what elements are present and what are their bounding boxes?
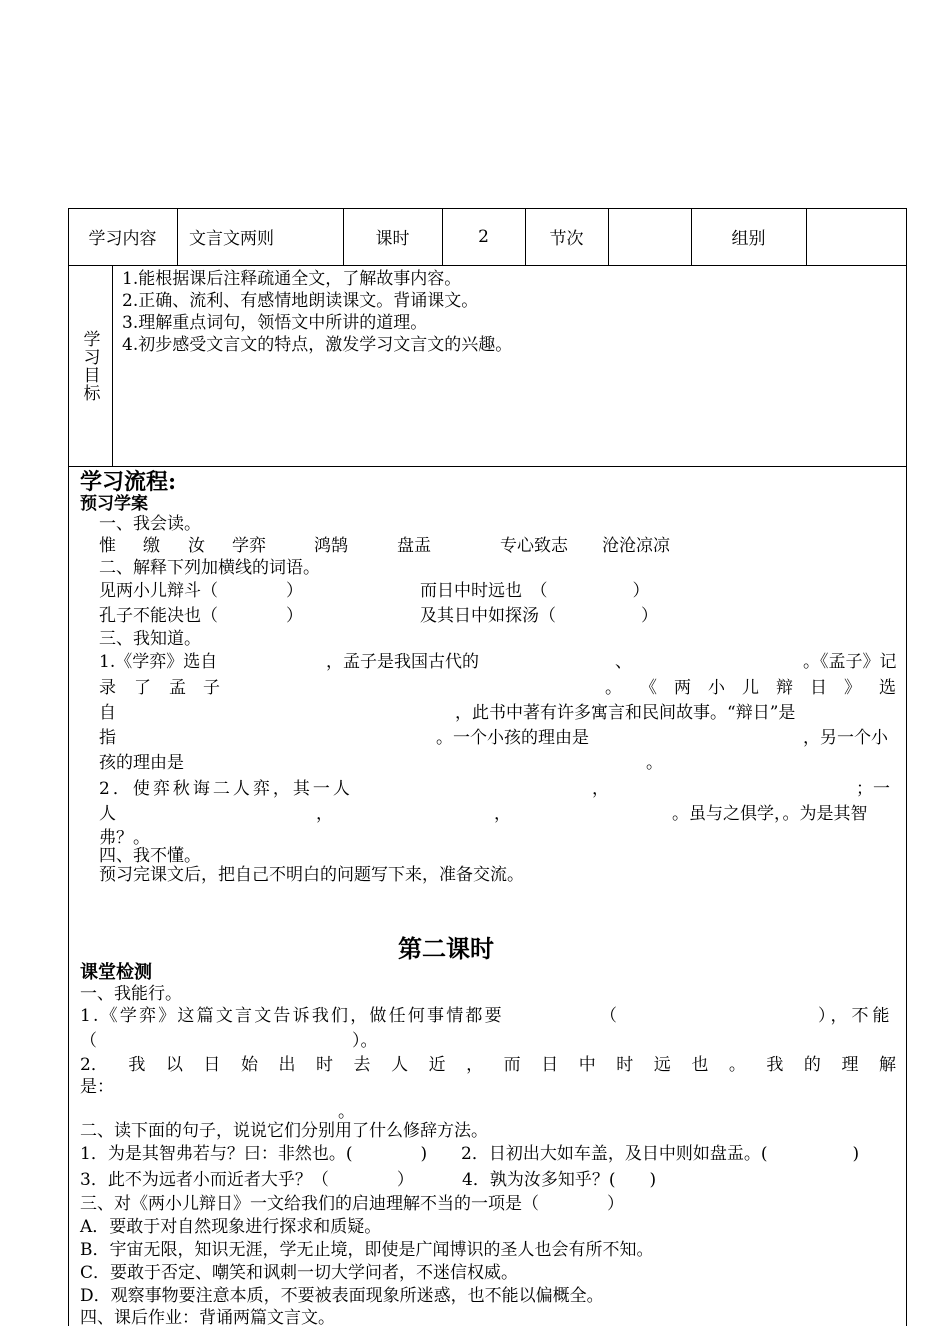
know-1-text: 孟 (169, 678, 186, 698)
q2-char: 我 (766, 1055, 784, 1075)
explain-item: 及其日中如探汤（ ） (420, 606, 658, 626)
read-word: 学弈 (232, 536, 266, 556)
objective-item: 1.能根据课后注释疏通全文，了解故事内容。 (122, 269, 462, 289)
q2-char: 日 (541, 1055, 559, 1075)
know-1-text: 自 (99, 703, 116, 723)
header-col-divider (177, 208, 178, 265)
read-word: 盘盂 (397, 536, 431, 556)
read-word: 缴 (143, 536, 160, 556)
know-1-text: 。一个小孩的理由是 (436, 728, 589, 748)
objective-item: 4.初步感受文言文的特点，激发学习文言文的兴趣。 (122, 335, 513, 355)
read-word: 鸿鹄 (314, 536, 348, 556)
read-word: 惟 (99, 536, 116, 556)
know-1-text: 、 (615, 652, 632, 672)
read-word: 沧沧凉凉 (602, 536, 670, 556)
q2-char: 近 (428, 1055, 446, 1075)
know-2-text: ， (494, 804, 511, 824)
know-1-text: 孩的理由是 (99, 753, 184, 773)
header-lesson-label: 课时 (375, 229, 410, 249)
know-1-text: 两 (674, 678, 691, 698)
know-1-text: 辩 (776, 678, 793, 698)
q2-char: 日 (203, 1055, 221, 1075)
flow-title: 学习流程: (80, 469, 177, 495)
explain-item: 孔子不能决也（ ） (99, 606, 303, 626)
q2-char: 远 (653, 1055, 671, 1075)
check-title: 课堂检测 (80, 962, 152, 983)
explain-item: 而日中时远也 （ ） (420, 581, 650, 601)
q2-char: 而 (503, 1055, 521, 1075)
q1-text: （ ）。 (80, 1031, 378, 1051)
section-can-do: 一、我能行。 (80, 984, 182, 1004)
q2-char: 理 (841, 1055, 859, 1075)
header-study-content-value: 文言文两则 (189, 229, 274, 249)
know-2-text: 人 (99, 804, 116, 824)
know-2-text: ；一 (856, 779, 890, 799)
q2-text: 是： (80, 1077, 114, 1097)
section-rhetoric: 二、读下面的句子，说说它们分别用了什么修辞方法。 (80, 1121, 488, 1141)
know-2-text: 2．使弈秋诲二人弈，其一人 (99, 779, 353, 799)
header-group-label: 组别 (731, 229, 766, 249)
know-2-text: ， (316, 804, 333, 824)
rhetoric-item: 1．为是其智弗若与？曰：非然也。( ) (80, 1144, 428, 1164)
know-1-text: 指 (99, 728, 116, 748)
section-dont-understand: 四、我不懂。 (99, 846, 201, 866)
know-1-text: 。 (646, 753, 663, 773)
header-group-value (806, 208, 907, 265)
know-1-text: 选 (879, 678, 896, 698)
choice-option-b: B．宇宙无限，知识无涯，学无止境，即使是广闻博识的圣人也会有所不知。 (80, 1240, 654, 1260)
know-2-text: 。虽与之俱学，。为是其智 (672, 804, 868, 824)
dont-understand-text: 预习完课文后，把自己不明白的问题写下来，准备交流。 (99, 865, 524, 885)
q2-char: 。 (728, 1055, 746, 1075)
homework-text: 四、课后作业：背诵两篇文言文。 (80, 1308, 335, 1328)
q2-char: 以 (165, 1055, 183, 1075)
rhetoric-item: 3．此不为远者小而近者大乎？（ ） (80, 1170, 414, 1190)
q2-char: 去 (353, 1055, 371, 1075)
q2-char: 我 (128, 1055, 146, 1075)
q2-char: 时 (616, 1055, 634, 1075)
objective-item: 3.理解重点词句，领悟文中所讲的道理。 (122, 313, 428, 333)
q2-char: 2． (80, 1055, 108, 1075)
q2-char: 出 (278, 1055, 296, 1075)
choice-option-d: D．观察事物要注意本质，不要被表面现象所迷惑，也不能以偏概全。 (80, 1286, 604, 1306)
know-2-text: 弗？。 (99, 828, 150, 848)
section-explain: 二、解释下列加横线的词语。 (99, 558, 320, 578)
objectives-label-cell (68, 265, 112, 466)
know-1-text: 《 (640, 678, 657, 698)
section-know: 三、我知道。 (99, 629, 201, 649)
know-2-text: ， (592, 779, 609, 799)
know-1-text: 了 (134, 678, 151, 698)
header-study-content-label: 学习内容 (88, 229, 157, 249)
q1-text: ），不能 (818, 1006, 894, 1026)
q2-text: 。 (338, 1102, 355, 1122)
know-1-text: 子 (203, 678, 220, 698)
objectives-col-divider (112, 265, 113, 466)
know-1-text: 》 (844, 678, 861, 698)
choice-option-c: C．要敢于否定、嘲笑和讽刺一切大学问者，不迷信权威。 (80, 1263, 519, 1283)
read-word: 专心致志 (500, 536, 568, 556)
preview-title: 预习学案 (80, 494, 148, 514)
know-1-text: 录 (99, 678, 116, 698)
q2-line (80, 1054, 896, 1076)
know-1-text: ，此书中著有许多寓言和民间故事。“辩日”是 (455, 703, 796, 723)
q2-char: ， (466, 1055, 484, 1075)
read-word: 汝 (188, 536, 205, 556)
know-1-text: ，孟子是我国古代的 (326, 652, 479, 672)
objective-item: 2.正确、流利、有感情地朗读课文。背诵课文。 (122, 291, 479, 311)
q1-text: （ (600, 1006, 617, 1026)
q2-char: 的 (803, 1055, 821, 1075)
know-1-text: 。 (605, 678, 622, 698)
header-divider (68, 265, 907, 266)
q2-char: 中 (578, 1055, 596, 1075)
header-section-value (608, 208, 691, 265)
q2-char: 始 (240, 1055, 258, 1075)
header-lesson-value: 2 (478, 226, 489, 247)
rhetoric-item: 4．孰为汝多知乎？( ) (462, 1170, 657, 1190)
q2-char: 也 (691, 1055, 709, 1075)
q2-char: 时 (316, 1055, 334, 1075)
objectives-divider (68, 466, 907, 467)
know-1-text: 1.《学弈》选自 (99, 652, 218, 672)
explain-item: 见两小儿辩斗（ ） (99, 581, 303, 601)
objectives-list (122, 268, 902, 356)
q1-text: 1.《学弈》这篇文言文告诉我们，做任何事情都要 (80, 1006, 504, 1026)
know-1-text: 。《孟子》记 (803, 652, 897, 672)
q2-char: 人 (391, 1055, 409, 1075)
q2-char: 解 (878, 1055, 896, 1075)
know-1-text: ，另一个小 (803, 728, 888, 748)
rhetoric-item: 2．日初出大如车盖，及日中则如盘盂。( ) (461, 1144, 860, 1164)
choice-option-a: A．要敢于对自然现象进行探求和质疑。 (80, 1217, 382, 1237)
lesson2-title: 第二课时 (398, 934, 494, 963)
know-1-text: 日 (810, 678, 827, 698)
objectives-label: 学习目标 (79, 329, 100, 402)
know-1-text: 儿 (742, 678, 759, 698)
section-choice: 三、对《两小儿辩日》一文给我们的启迪理解不当的一项是（ ） (80, 1194, 624, 1214)
section-read: 一、我会读。 (99, 514, 201, 534)
header-section-label: 节次 (549, 229, 584, 249)
know-1-text: 小 (708, 678, 725, 698)
